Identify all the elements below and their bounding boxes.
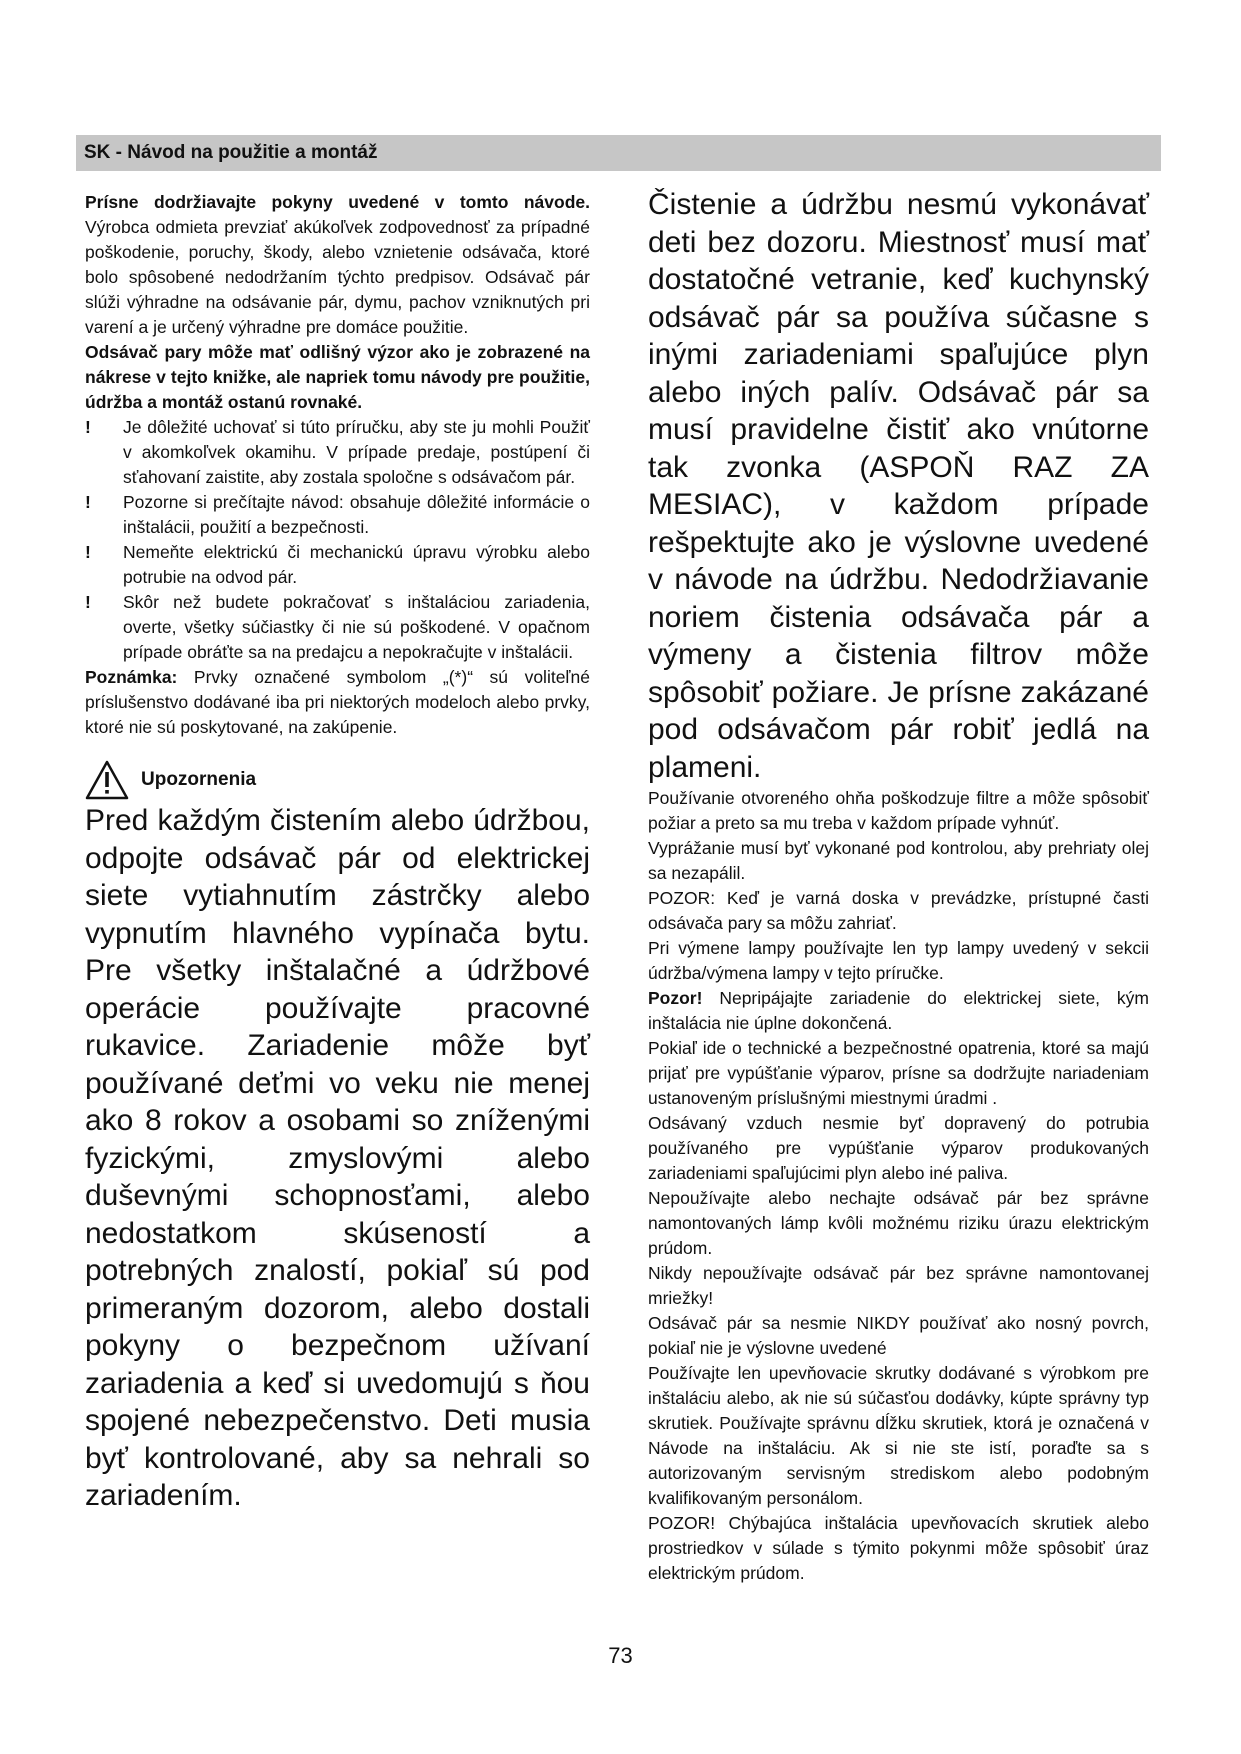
safety-paragraph: Odsávaný vzduch nesmie byť dopravený do potrubia používaného pre vypúšťanie výparov produkovaných zariadeniami spaľujúcimi plyn alebo iné paliva. <box>648 1113 1149 1183</box>
bullet-item <box>85 540 590 590</box>
safety-paragraph: Používanie otvoreného ohňa poškodzuje filtre a môže spôsobiť požiar a preto sa mu treba v každom prípade vyhnúť. <box>648 788 1149 833</box>
warning-large-text: Pred každým čistením alebo údržbou, odpojte odsávač pár od elektrickej siete vytiahnutím zástrčky alebo vypnutím hlavného vypínača bytu. Pre všetky inštalačné a údržbové operácie používajte pracovné rukavice. Zariadenie môže byť používané deťmi vo veku nie menej ako 8 rokov a osobami so zníženými fyzickými, zmyslovými alebo duševnými schopnosťami, alebo nedostatkom skúseností a potrebných znalostí, pokiaľ sú pod primeraným dozorom, alebo dostali pokyny o bezpečnom užívaní zariadenia a keď si uvedomujú s ňou spojené nebezpečenstvo. Deti musia byť kontrolované, aby sa nehrali so zariadením. <box>85 804 590 1512</box>
safety-paragraph: Používajte len upevňovacie skrutky dodávané s výrobkom pre inštaláciu alebo, ak nie sú súčasťou dodávky, kúpte správny typ skrutiek. Používajte správnu dĺžku skrutiek, ktorá je označená v Návode na inštaláciu. Ak si nie ste istí, poraďte sa s autorizovaným servisným strediskom alebo podobným kvalifikovaným personálom. <box>648 1363 1149 1508</box>
pozor-paragraph <box>648 986 1149 1036</box>
safety-paragraph: POZOR: Keď je varná doska v prevádzke, prístupné časti odsávača pary sa môžu zahriať. <box>648 888 1149 933</box>
appearance-note: Odsávač pary môže mať odlišný výzor ako je zobrazené na nákrese v tejto knižke, ale napriek tomu návody pre použitie, údržba a montáž ostanú rovnaké. <box>85 342 590 412</box>
warnings-title: Upozornenia <box>141 769 257 790</box>
note-paragraph <box>85 665 590 740</box>
section-title: SK - Návod na použitie a montáž <box>84 142 378 163</box>
page-number: 73 <box>608 1643 633 1668</box>
left-column <box>85 190 590 1515</box>
exclamation-mark: ! <box>85 542 91 562</box>
safety-paragraph: Pokiaľ ide o technické a bezpečnostné opatrenia, ktoré sa majú prijať pre vypúšťanie výparov, prísne sa dodržujte nariadeniam ustanoveným príslušnými miestnymi úradmi . <box>648 1038 1149 1108</box>
pozor-text: Nepripájajte zariadenie do elektrickej siete, kým inštalácia nie úplne dokončená. <box>648 988 1149 1033</box>
exclamation-mark: ! <box>85 592 91 612</box>
bullet-text: Pozorne si prečítajte návod: obsahuje dôležité informácie o inštalácii, použití a bezpečnosti. <box>123 492 590 537</box>
safety-paragraph: Pri výmene lampy používajte len typ lampy uvedený v sekcii údržba/výmena lampy v tejto príručke. <box>648 938 1149 983</box>
exclamation-mark: ! <box>85 492 91 512</box>
section-header-bar <box>76 135 1161 171</box>
note-label: Poznámka: <box>85 667 178 687</box>
pozor-label: Pozor! <box>648 988 703 1008</box>
warning-triangle-icon <box>85 760 129 800</box>
bullet-text: Skôr než budete pokračovať s inštaláciou zariadenia, overte, všetky súčiastky či nie sú poškodené. V opačnom prípade obráťte sa na predajcu a nepokračujte v inštalácii. <box>123 592 590 662</box>
exclamation-mark: ! <box>85 417 91 437</box>
bullet-item <box>85 490 590 540</box>
bullet-text: Nemeňte elektrickú či mechanickú úpravu výrobku alebo potrubie na odvod pár. <box>123 542 590 587</box>
note-text: Prvky označené symbolom „(*)“ sú voliteľné príslušenstvo dodávané iba pri niektorých modeloch alebo prvky, ktoré nie sú poskytované, na zakúpenie. <box>85 667 590 737</box>
warnings-heading <box>85 758 590 802</box>
intro-paragraph <box>85 190 590 340</box>
bullet-item <box>85 415 590 490</box>
intro-text: Výrobca odmieta prevziať akúkoľvek zodpovednosť za prípadné poškodenie, poruchy, škody, alebo vznietenie odsávača, ktoré bolo spôsobené nedodržaním týchto predpisov. Odsávač pár slúži výhradne na odsávanie pár, dymu, pachov vzniknutých pri varení a je určený výhradne pre domáce použitie. <box>85 217 590 337</box>
intro-bold: Prísne dodržiavajte pokyny uvedené v tomto návode. <box>85 192 590 212</box>
right-column <box>648 186 1149 1586</box>
maintenance-large-text: Čistenie a údržbu nesmú vykonávať deti bez dozoru. Miestnosť musí mať dostatočné vetranie, keď kuchynský odsávač pár sa používa súčasne s inými zariadeniami spaľujúce plyn alebo iných palív. Odsávač pár sa musí pravidelne čistiť ako vnútorne tak zvonka (ASPOŇ RAZ ZA MESIAC), v každom prípade rešpektujte ako je výslovne uvedené v návode na údržbu. Nedodržiavanie noriem čistenia odsávača pár a výmeny a čistenia filtrov môže spôsobiť požiare. Je prísne zakázané pod odsávačom pár robiť jedlá na plameni. <box>648 188 1149 784</box>
bullet-text: Je dôležité uchovať si túto príručku, aby ste ju mohli Použiť v akomkoľvek okamihu. V prípade predaje, postúpení či sťahovaní zaistite, aby zostala spoločne s odsávačom pár. <box>123 417 590 487</box>
bullet-item <box>85 590 590 665</box>
safety-paragraph: Nepoužívajte alebo nechajte odsávač pár bez správne namontovaných lámp kvôli možnému riziku úrazu elektrickým prúdom. <box>648 1188 1149 1258</box>
safety-paragraph: Nikdy nepoužívajte odsávač pár bez správne namontovanej mriežky! <box>648 1263 1149 1308</box>
safety-paragraph: Odsávač pár sa nesmie NIKDY používať ako nosný povrch, pokiaľ nie je výslovne uvedené <box>648 1313 1149 1358</box>
safety-paragraph: POZOR! Chýbajúca inštalácia upevňovacích skrutiek alebo prostriedkov v súlade s týmito pokynmi môže spôsobiť úraz elektrickým prúdom. <box>648 1513 1149 1583</box>
safety-paragraph: Vyprážanie musí byť vykonané pod kontrolou, aby prehriaty olej sa nezapálil. <box>648 838 1149 883</box>
